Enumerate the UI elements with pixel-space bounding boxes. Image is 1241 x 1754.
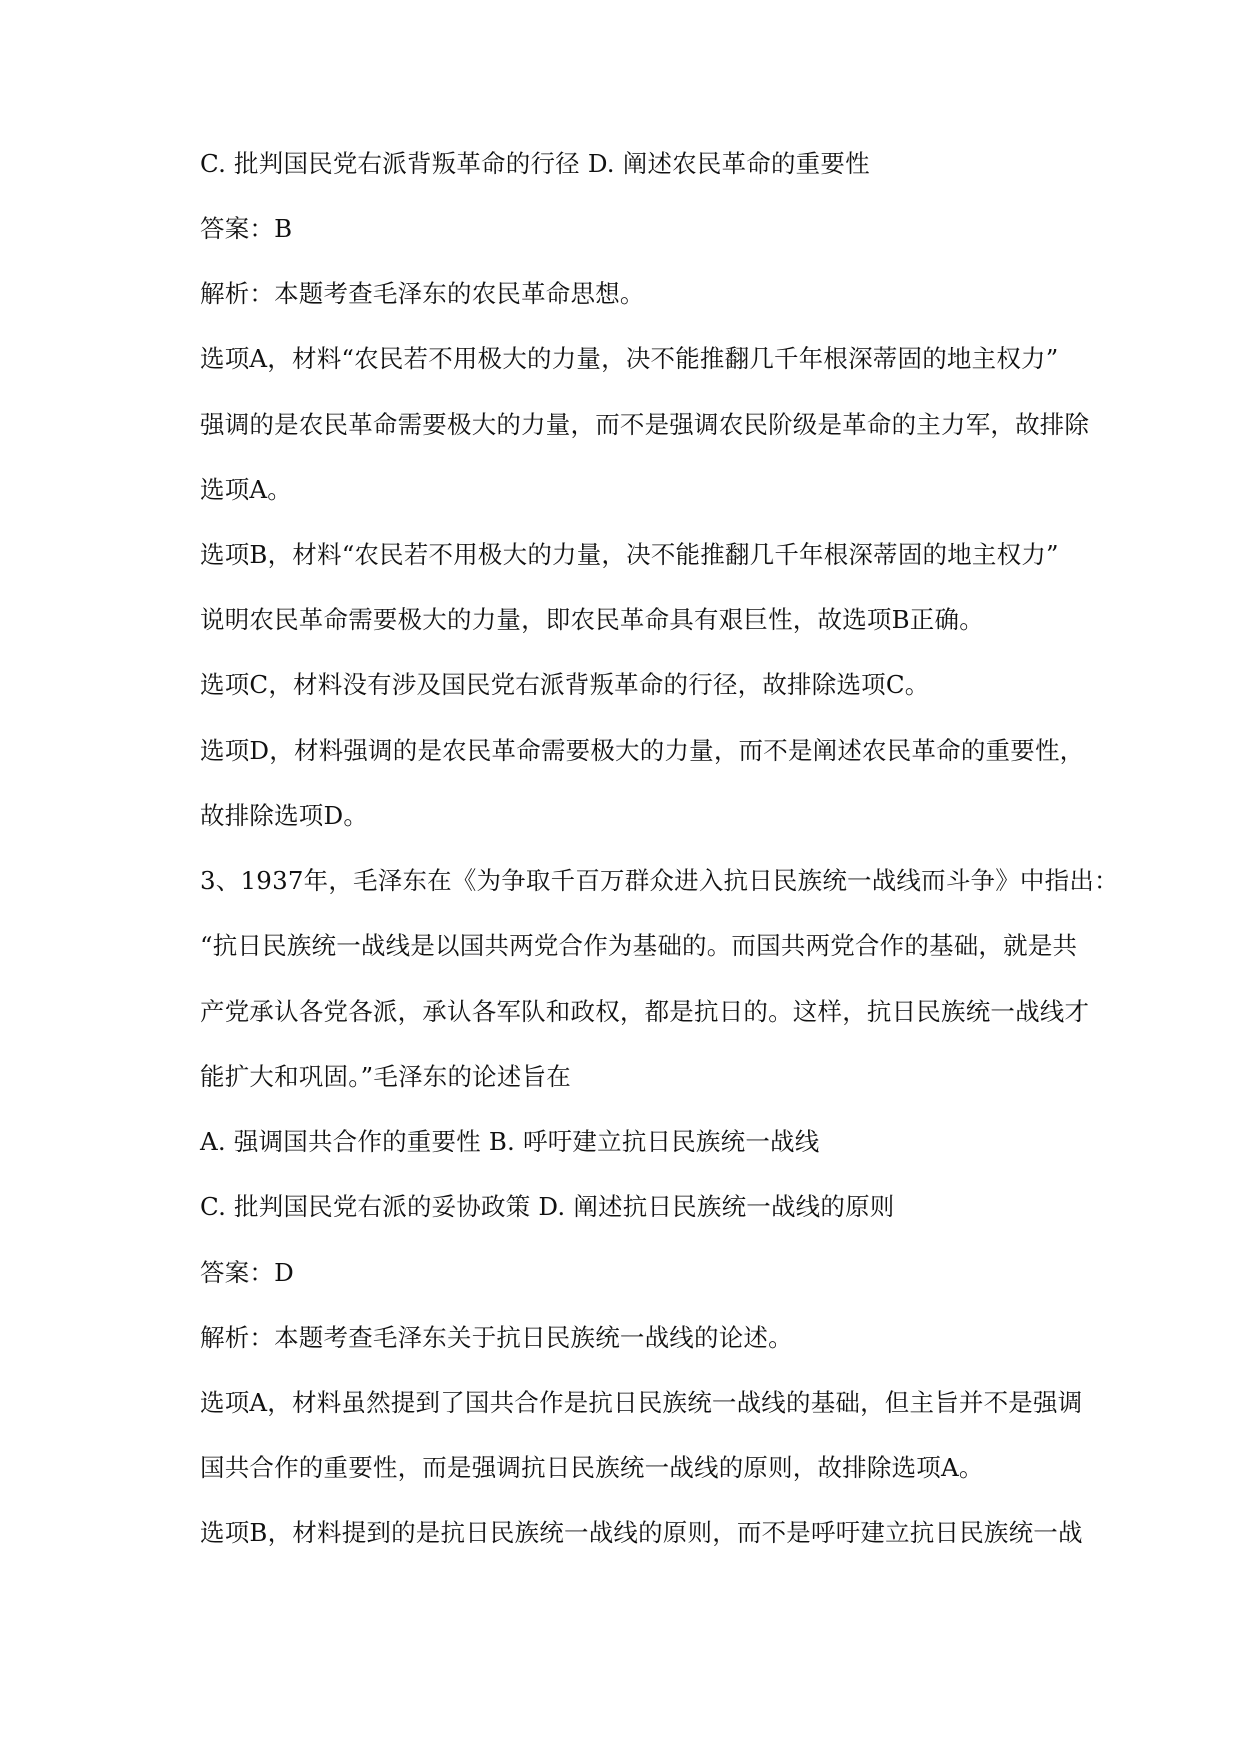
text-line: 答案：D — [200, 1258, 294, 1287]
text-line: 国共合作的重要性，而是强调抗日民族统一战线的原则，故排除选项A。 — [200, 1453, 984, 1482]
text-line: 产党承认各党各派，承认各军队和政权，都是抗日的。这样，抗日民族统一战线才 — [200, 997, 1090, 1026]
text-line: A. 强调国共合作的重要性 B. 呼吁建立抗日民族统一战线 — [200, 1127, 820, 1156]
text-line: 选项B，材料提到的是抗日民族统一战线的原则，而不是呼吁建立抗日民族统一战 — [200, 1518, 1083, 1547]
text-line: 选项C，材料没有涉及国民党右派背叛革命的行径，故排除选项C。 — [200, 670, 930, 699]
text-line: 选项D，材料强调的是农民革命需要极大的力量，而不是阐述农民革命的重要性， — [200, 736, 1085, 765]
text-line: C. 批判国民党右派的妥协政策 D. 阐述抗日民族统一战线的原则 — [200, 1192, 895, 1221]
text-line: 故排除选项D。 — [200, 801, 369, 830]
text-line: 选项A。 — [200, 475, 292, 504]
text-line: 解析：本题考查毛泽东关于抗日民族统一战线的论述。 — [200, 1323, 793, 1352]
text-line: 答案：B — [200, 214, 293, 243]
text-line: 说明农民革命需要极大的力量，即农民革命具有艰巨性，故选项B正确。 — [200, 605, 984, 634]
text-line: 3、1937年，毛泽东在《为争取千百万群众进入抗日民族统一战线而斗争》中指出： — [200, 866, 1119, 895]
text-line: 解析：本题考查毛泽东的农民革命思想。 — [200, 279, 645, 308]
text-line: 选项A，材料虽然提到了国共合作是抗日民族统一战线的基础，但主旨并不是强调 — [200, 1388, 1083, 1417]
text-line: C. 批判国民党右派背叛革命的行径 D. 阐述农民革命的重要性 — [200, 149, 870, 178]
text-line: 选项A，材料“农民若不用极大的力量，决不能推翻几千年根深蒂固的地主权力” — [200, 344, 1059, 373]
text-line: 强调的是农民革命需要极大的力量，而不是强调农民阶级是革命的主力军，故排除 — [200, 410, 1090, 439]
text-line: 选项B，材料“农民若不用极大的力量，决不能推翻几千年根深蒂固的地主权力” — [200, 540, 1059, 569]
text-line: 能扩大和巩固。”毛泽东的论述旨在 — [200, 1062, 571, 1091]
text-line: “抗日民族统一战线是以国共两党合作为基础的。而国共两党合作的基础，就是共 — [200, 931, 1078, 960]
